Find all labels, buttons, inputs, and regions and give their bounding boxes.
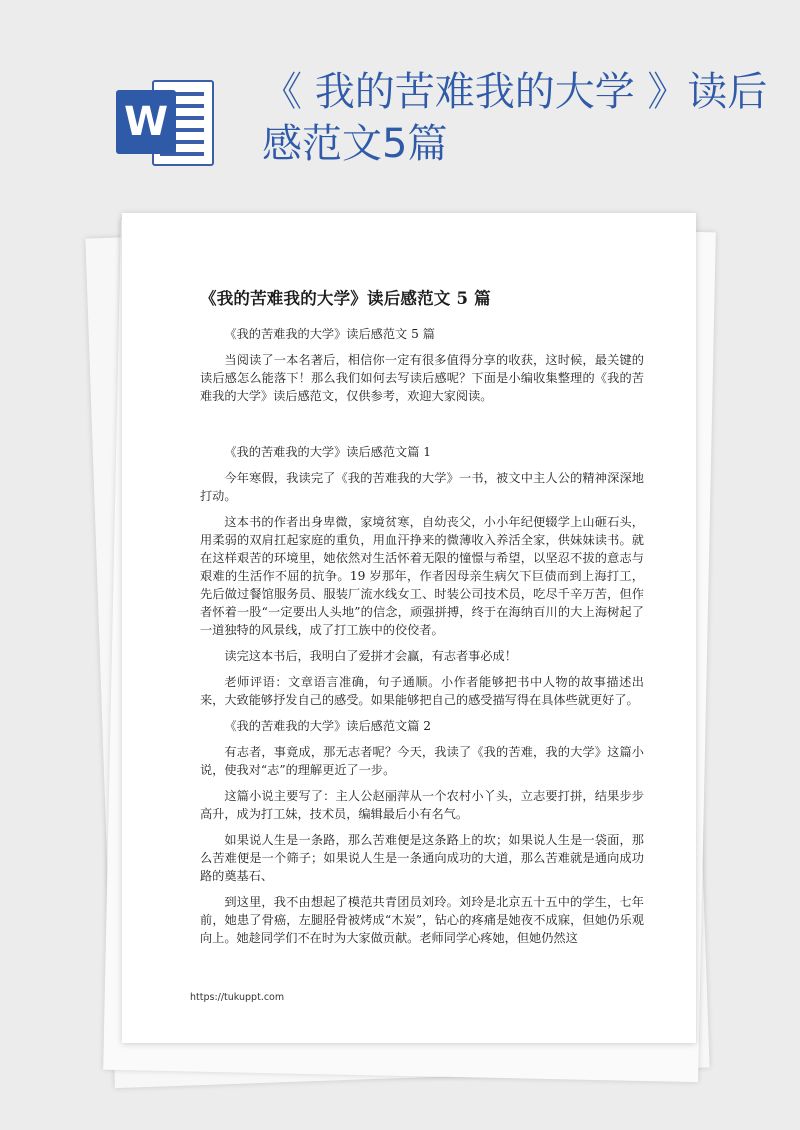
section-2-heading: 《我的苦难我的大学》读后感范文篇 2 bbox=[224, 719, 432, 733]
footer-url: https://tukuppt.com bbox=[190, 992, 285, 1003]
word-w-letter: W bbox=[116, 90, 176, 154]
document-body bbox=[200, 325, 644, 955]
section-2-paragraph-4: 到这里，我不由想起了模范共青团员刘玲。刘玲是北京五十五中的学生，七年前，她患了骨癌，左腿胫骨被烤成“木炭”，钻心的疼痛是她夜不成寐，但她仍乐观向上。她趁同学们不在时为大家做贡献。老师同学心疼她，但她仍然这 bbox=[200, 895, 644, 945]
section-1-paragraph-1: 今年寒假，我读完了《我的苦难我的大学》一书，被文中主人公的精神深深地打动。 bbox=[200, 471, 644, 503]
document-page bbox=[122, 213, 696, 1043]
intro-heading: 《我的苦难我的大学》读后感范文 5 篇 bbox=[224, 327, 435, 341]
section-1-paragraph-4: 老师评语：文章语言准确，句子通顺。小作者能够把书中人物的故事描述出来，大致能够抒发自己的感受。如果能够把自己的感受描写得在具体些就更好了。 bbox=[200, 675, 644, 707]
intro-paragraph: 当阅读了一本名著后，相信你一定有很多值得分享的收获，这时候，最关键的读后感怎么能落下！那么我们如何去写读后感呢？下面是小编收集整理的《我的苦难我的大学》读后感范文，仅供参考，欢迎大家阅读。 bbox=[200, 353, 644, 403]
page-title: 《 我的苦难我的大学 》读后感范文5篇 bbox=[262, 69, 768, 167]
document-title: 《我的苦难我的大学》读后感范文 5 篇 bbox=[200, 289, 491, 308]
section-1-paragraph-3: 读完这本书后，我明白了爱拼才会赢，有志者事必成！ bbox=[224, 649, 517, 663]
spacer bbox=[200, 413, 644, 443]
word-app-icon bbox=[116, 78, 216, 168]
section-1-paragraph-2: 这本书的作者出身卑微，家境贫寒，自幼丧父，小小年纪便辍学上山砸石头，用柔弱的双肩扛起家庭的重负，用血汗挣来的微薄收入养活全家，供妹妹读书。就在这样艰苦的环境里，她依然对生活怀着无限的憧憬与希望，以坚忍不拔的意志与艰难的生活作不屈的抗争。19 岁那年，作者因母亲生病欠下巨债而到上海打工，先后做过餐馆服务员、服装厂流水线女工、时装公司技术员，吃尽千辛万苦，但作者怀着一股“一定要出人头地”的信念，顽强拼搏，终于在海纳百川的大上海树起了一道独特的风景线，成了打工族中的佼佼者。 bbox=[200, 515, 644, 637]
section-2-paragraph-2: 这篇小说主要写了：主人公赵丽萍从一个农村小丫头，立志要打拼，结果步步高升，成为打工妹，技术员，编辑最后小有名气。 bbox=[200, 789, 644, 821]
section-2-paragraph-1: 有志者，事竟成，那无志者呢？今天，我读了《我的苦难，我的大学》这篇小说，使我对“志”的理解更近了一步。 bbox=[200, 745, 644, 777]
section-2-paragraph-3: 如果说人生是一条路，那么苦难便是这条路上的坎；如果说人生是一袋面，那么苦难便是一个筛子；如果说人生是一条通向成功的大道，那么苦难就是通向成功路的奠基石、 bbox=[200, 833, 644, 883]
section-1-heading: 《我的苦难我的大学》读后感范文篇 1 bbox=[224, 445, 432, 459]
